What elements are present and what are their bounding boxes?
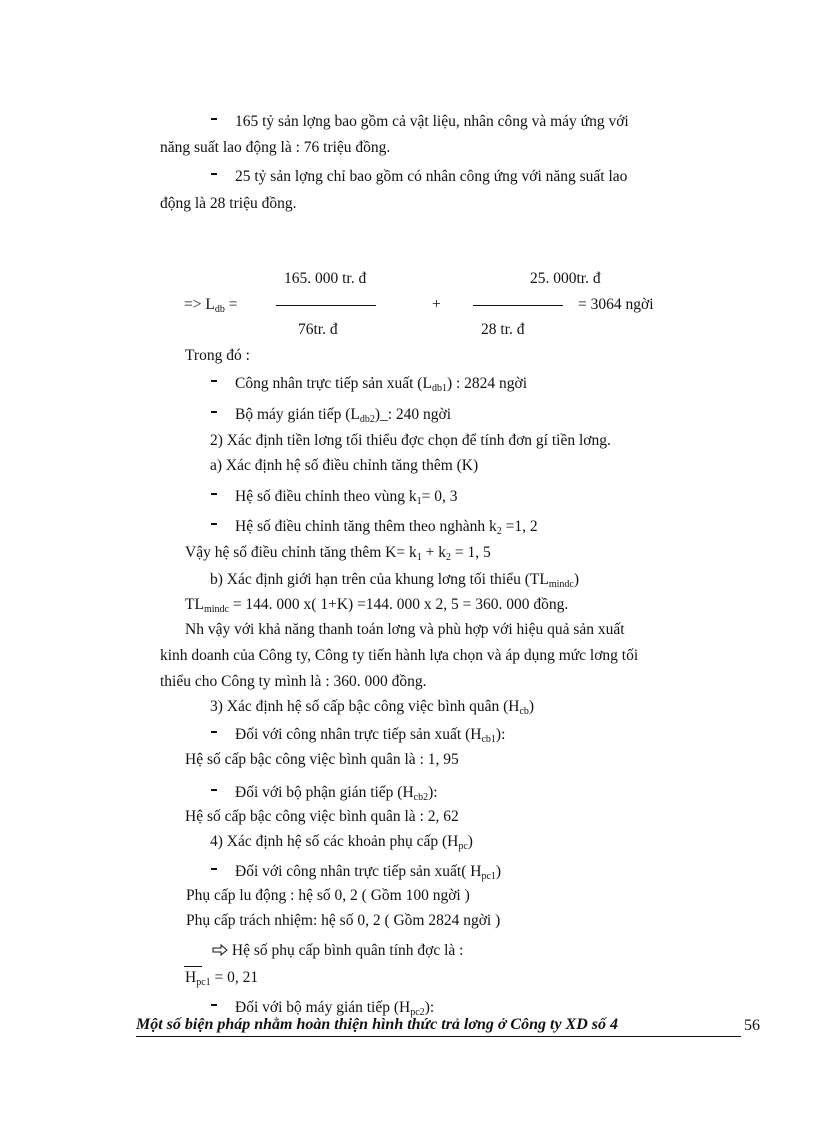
bullet-marker [211,118,217,120]
direct-workers-close: ): [495,726,506,743]
paragraph-1-line-1: 165 tỷ sản lợng bao gồm cả vật liệu, nhân công và máy ứng với [235,113,629,130]
workers-indirect-sub: db2 [359,414,375,425]
workers-direct [235,376,527,394]
fraction-bar-1 [276,305,376,306]
total-coefficient-value: = 1, 5 [450,544,491,561]
tl-text: TL [185,596,204,613]
region-coefficient-sub: 1 [416,496,422,507]
industry-coefficient-text: Hệ số điều chỉnh tăng thêm theo nghành k [235,518,497,535]
paragraph-1-line-2: năng suất lao động là : 76 triệu đồng. [160,139,391,156]
section-3-sub: cb [519,706,529,717]
allowance-indirect-sub: pc2 [410,1007,425,1018]
average-allowance-line [212,943,463,959]
direct-workers-sub: cb1 [481,734,496,745]
section-b-close: ) [573,571,579,588]
workers-direct-sub: db1 [431,383,447,394]
overline-bar [184,966,202,967]
bullet-marker [211,380,217,382]
indirect-dept-sub: cb2 [413,792,429,803]
industry-coefficient-sub: 2 [496,526,502,537]
section-4-text: 4) Xác định hệ số các khoản phụ cấp (H [210,833,459,850]
tl-calculation [185,597,568,615]
section-3-close: ) [528,698,535,715]
section-a-heading: a) Xác định hệ số điều chỉnh tăng thêm (K) [210,457,479,474]
formula-equals: = [228,296,238,313]
footer-underline [136,1036,741,1037]
indirect-dept-close: ): [428,784,438,801]
section-b-heading [210,572,579,590]
formula-denominator-2: 28 tr. đ [481,321,525,338]
indirect-dept-heading [235,785,438,803]
formula-plus: + [432,296,441,313]
allowance-direct-sub: pc1 [481,871,496,882]
section-4-heading [210,834,473,852]
tl-value: = 144. 000 x( 1+K) =144. 000 x 2, 5 = 360. 000 đồng. [228,596,569,613]
allowance-indirect-close: ): [424,999,435,1016]
bullet-marker [211,789,217,791]
direct-workers-heading [235,727,505,745]
section-4-sub: pc [458,841,468,852]
tl-sub: mindc [203,604,229,615]
workers-direct-value: ) : 2824 ngời [446,375,528,392]
formula-lhs [184,297,237,315]
workers-indirect [235,407,451,425]
total-coefficient-sub1: 1 [416,552,422,563]
mobility-allowance: Phụ cấp lu động : hệ số 0, 2 ( Gồm 100 ngời ) [186,887,470,904]
trong-do-label: Trong đó : [185,347,250,364]
formula-prefix: => L [184,296,215,313]
section-4-close: ) [467,833,473,850]
formula-prefix-sub: db [214,304,225,315]
fraction-bar-2 [473,305,563,306]
footer-title: Một số biện pháp nhằm hoàn thiện hình thức trả lơng ở Công ty XD số 4 [136,1016,618,1033]
bullet-marker [211,173,217,175]
bullet-marker [211,411,217,413]
bullet-marker [211,1004,217,1006]
responsibility-allowance: Phụ cấp trách nhiệm: hệ số 0, 2 ( Gồm 2824 ngời ) [186,912,501,929]
allowance-indirect-text: Đối với bộ máy gián tiếp (H [235,999,411,1016]
paragraph-2-line-1: 25 tỷ sản lợng chỉ bao gồm có nhân công ứng với năng suất lao [235,168,628,185]
workers-indirect-text: Bộ máy gián tiếp (L [235,406,360,423]
section-2-heading: 2) Xác định tiền lơng tối thiểu đợc chọn để tính đơn gí tiền lơng. [210,432,611,449]
formula-result: = 3064 ngời [578,296,654,313]
total-coefficient [185,545,491,563]
arrow-right-icon [212,944,228,960]
bullet-marker [211,868,217,870]
industry-coefficient-value: =1, 2 [501,518,538,535]
section-3-heading [210,699,534,717]
average-allowance-text: Hệ số phụ cấp bình quân tính đợc là : [231,942,464,959]
bullet-marker [211,523,217,525]
allowance-direct-text: Đối với công nhân trực tiếp sản xuất( H [235,863,482,880]
total-coefficient-text: Vậy hệ số điều chỉnh tăng thêm K= k [185,544,417,561]
region-coefficient-text: Hệ số điều chỉnh theo vùng k [235,488,417,505]
hpc1-number: = 0, 21 [210,969,259,986]
direct-workers-text: Đối với công nhân trực tiếp sản xuất (H [235,726,482,743]
indirect-dept-text: Đối với bộ phận gián tiếp (H [235,784,414,801]
page-number: 56 [744,1017,760,1034]
nh-paragraph-line-3: thiểu cho Công ty mình là : 360. 000 đồng. [160,673,427,690]
allowance-direct-heading [235,864,501,882]
total-coefficient-plus: + k [421,544,446,561]
industry-coefficient [235,519,538,537]
allowance-direct-close: ) [495,863,502,880]
workers-direct-text: Công nhân trực tiếp sản xuất (L [235,375,432,392]
region-coefficient [235,489,458,507]
bullet-marker [211,731,217,733]
hpc1-value [185,970,258,988]
workers-indirect-value: )_: 240 ngời [374,406,452,423]
section-3-text: 3) Xác định hệ số cấp bậc công việc bình quân (H [210,698,520,715]
grade-coefficient-1: Hệ số cấp bậc công việc bình quân là : 1, 95 [185,751,459,768]
hpc1-sub: pc1 [196,977,211,988]
formula-denominator-1: 76tr. đ [298,321,338,338]
total-coefficient-sub2: 2 [445,552,451,563]
grade-coefficient-2: Hệ số cấp bậc công việc bình quân là : 2, 62 [185,808,459,825]
region-coefficient-value: = 0, 3 [421,488,458,505]
bullet-marker [211,493,217,495]
hpc1-symbol: H [185,969,197,986]
formula-numerator-1: 165. 000 tr. đ [284,270,367,287]
section-b-sub: mindc [548,579,574,590]
nh-paragraph-line-2: kinh doanh của Công ty, Công ty tiến hành lựa chọn và áp dụng mức lơng tối [160,647,639,664]
paragraph-2-line-2: động là 28 triệu đồng. [160,195,297,212]
section-b-text: b) Xác định giới hạn trên của khung lơng tối thiểu (TL [210,571,549,588]
formula-numerator-2: 25. 000tr. đ [530,270,601,287]
nh-paragraph-line-1: Nh vậy với khả năng thanh toán lơng và phù hợp với hiệu quả sản xuất [185,621,625,638]
